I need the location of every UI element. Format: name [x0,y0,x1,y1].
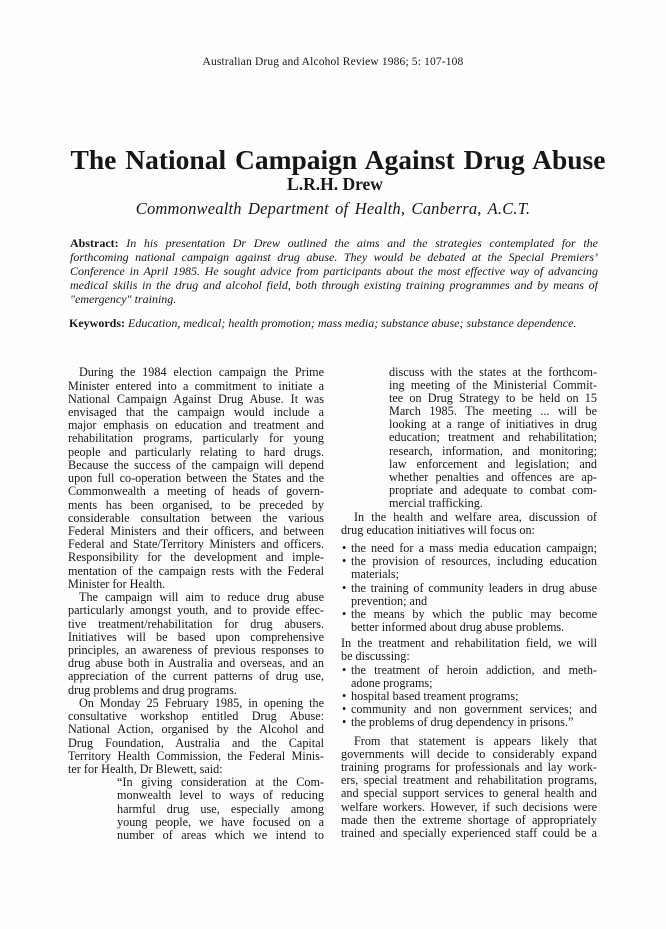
education-bullet-list [341,542,597,634]
abstract-label: Abstract: [70,236,119,250]
bullet-text: the need for a mass media education campaign; [351,541,597,555]
body-text-line: training programs for professionals and lay work- [341,760,597,774]
quote-line: discuss with the states at the forthcom- [389,365,597,379]
bullet-icon: • [342,690,347,703]
bullet-item [341,664,597,677]
bullet-item [341,690,597,703]
quote-line: research, information, and monitoring; [389,444,597,458]
body-text-line: National Action, organised by the Alcohol and [68,723,324,737]
body-text-line: trained and specially experienced staff could be a [341,826,597,840]
bullet-item [341,542,597,555]
quote-line: ing meeting of the Ministerial Commit- [389,378,597,392]
left-column [68,366,324,842]
bullet-icon: • [342,716,347,730]
bullet-text: hospital based treament programs; [351,690,519,703]
bullet-icon: • [342,663,347,677]
quote-line: law enforcement and legislation; and [389,457,597,471]
abstract-text: In his presentation Dr Drew outlined the aims and the strategies contemplated for the [126,236,598,250]
bullet-item [341,608,597,621]
body-text-line: drug problems and drug programs. [68,683,237,697]
body-text-line: During the 1984 election campaign the Prime [79,366,324,380]
body-text-line: rehabilitation programs, particularly for young [68,432,324,446]
quote-line: monwealth level to ways of reducing [117,789,324,803]
bullet-item [341,716,597,729]
right-column [341,366,597,841]
keywords-text: Education, medical; health promotion; mass media; substance abuse; substance dependence. [128,316,577,330]
quote-line: whether penalties and offences are ap- [389,471,597,484]
body-text-line: appreciation of the current patterns of drug use, [68,670,324,684]
body-text-line: governments will decide to considerably expand [341,747,597,761]
abstract-line: Conference in April 1985. He sought advice from participants about the most effective way of advancing [70,264,598,278]
body-text-line: Because the success of the campaign will depend [68,458,324,472]
body-text-line: be discussing: [341,650,410,664]
quote-line: March 1985. The meeting ... will be [389,405,597,419]
bullet-continuation: adone programs; [351,676,433,690]
body-text-line: upon full co-operation between the States and the [68,472,324,486]
abstract-line: forthcoming national campaign against drug abuse. They would be debated at the Special Premiers’ [70,250,598,264]
body-text-line: tive treatment/rehabilitation for drug abusers. [68,617,324,631]
body-text-line: The campaign will aim to reduce drug abuse [79,591,324,605]
body-text-line: drug education initiatives will focus on: [341,523,535,537]
running-head: Australian Drug and Alcohol Review 1986; 5: 107-108 [202,56,464,68]
body-text-line: Federal Ministers and their officers, and between [68,525,324,539]
body-text-line: consultative workshop entitled Drug Abuse: [68,710,324,724]
keywords [69,316,599,330]
quote-line: looking at a range of initiatives in drug [389,418,597,432]
abstract-line [70,236,598,250]
body-text-line: mentation of the campaign rests with the Federal [68,564,324,578]
bullet-text: the means by which the public may become [351,607,597,621]
body-text-line: From that statement is appears likely that [354,734,597,748]
quote-line: number of areas which we intend to [117,829,324,843]
body-text-line: Minister for Health. [68,577,166,591]
body-text-line: considerable consultation between the various [68,511,324,525]
bullet-icon: • [342,555,347,569]
bullet-text: the problems of drug dependency in prisons.” [351,716,574,730]
treatment-bullet-list [341,664,597,730]
body-text-line: people and particularly relating to hard drugs. [68,445,324,459]
body-text-line: Initiatives will be based upon comprehensive [68,630,324,644]
body-text-line: ers, special treatment and rehabilitation programs, [341,774,597,788]
bullet-icon: • [342,703,347,717]
body-text-line: Federal and State/Territory Ministers and officers. [68,538,324,552]
body-text-line: Minister entered into a commitment to initiate a [68,379,324,393]
quote-line: “In giving consideration at the Com- [117,776,324,790]
body-text-line: drug abuse both in Australia and overseas, and an [68,657,324,671]
body-text-line: welfare workers. However, if such decisions were [341,800,597,814]
paragraph [68,697,324,776]
quote-line: young people, we have focused on a [117,815,324,829]
bullet-text: the provision of resources, including education [351,555,597,569]
quote-line: propriate and adequate to combat com- [389,484,597,498]
paragraph [68,591,324,697]
bullet-icon: • [342,607,347,621]
body-text-line: and special support services to general health and [341,787,597,801]
body-text-line: principles, an awareness of previous responses to [68,643,324,657]
bullet-item [341,555,597,568]
body-text-line: made then the extreme shortage of appropriately [341,813,597,827]
bullet-icon: • [342,541,347,555]
abstract [70,236,598,306]
body-text-line: ments has been organised, to be preceded by [68,498,324,512]
quote-line: mercial trafficking. [389,497,483,511]
body-text-line: National Campaign Against Drug Abuse. It was [68,392,324,406]
keywords-label: Keywords: [69,316,125,330]
bullet-item [341,582,597,595]
block-quote [341,366,597,511]
body-text-line: Responsibility for the development and imple- [68,551,324,565]
bullet-text: community and non government services; and [351,703,597,717]
quoted-paragraph [341,511,597,537]
abstract-line: "emergency" training. [70,292,177,306]
bullet-continuation: prevention; and [351,594,428,608]
abstract-line: medical skilis in the drug and alcohol field, both through existing training programmes and by means of [70,278,598,292]
bullet-continuation: materials; [351,568,400,582]
body-text-line: On Monday 25 February 1985, in opening the [79,696,324,710]
body-text-line: Drug Foundation, Australia and the Capital [68,736,324,750]
body-text-line: particularly amongst youth, and to provide effec- [68,604,324,618]
body-text-line: Commonwealth a meeting of heads of govern- [68,485,324,499]
article-title: The National Campaign Against Drug Abuse [70,144,606,175]
author-affiliation: Commonwealth Department of Health, Canberra, A.C.T. [135,199,531,218]
body-text-line: ter for Health, Dr Blewett, said: [68,762,223,776]
paragraph [341,735,597,841]
quote-line: tee on Drug Strategy to be held on 15 [389,391,597,405]
quoted-paragraph [341,637,597,663]
body-text-line: In the health and welfare area, discussion of [354,510,597,524]
body-text-line: envisaged that the campaign would include a [68,406,324,420]
quote-line: harmful drug use, especially among [117,802,324,816]
quote-line: education; treatment and rehabilitation; [389,431,597,445]
paragraph [68,366,324,591]
bullet-continuation: better informed about drug abuse problems. [351,621,565,635]
bullet-icon: • [342,581,347,595]
bullet-text: the training of community leaders in drug abuse [351,581,597,595]
body-text-line: Territory Health Commission, the Federal Minis- [68,749,324,763]
bullet-text: the treatment of heroin addiction, and meth- [351,663,597,677]
body-text-line: major emphasis on education and treatment and [68,419,324,433]
bullet-item [341,703,597,716]
author-name: L.R.H. Drew [287,174,383,194]
body-text-line: In the treatment and rehabilitation field, we will [341,637,597,651]
block-quote [68,776,324,842]
